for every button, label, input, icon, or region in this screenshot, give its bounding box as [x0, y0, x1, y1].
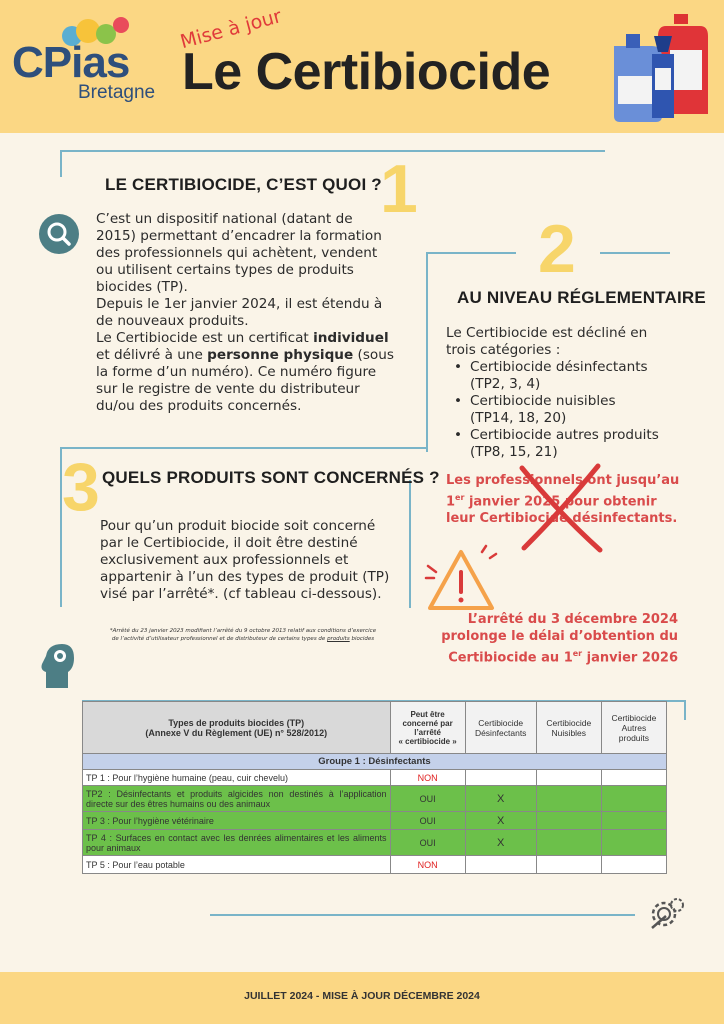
- text-line: biocides (TP).: [96, 279, 188, 295]
- gear-icon: [646, 894, 688, 934]
- divider-line: [600, 252, 670, 254]
- text-line: Pour qu’un produit biocide soit concerné: [100, 518, 376, 534]
- text-line: ou utilisent certains types de produits: [96, 262, 354, 278]
- column-header: [536, 702, 601, 754]
- table-row: [83, 830, 667, 856]
- table-cell: [465, 856, 536, 874]
- table-row: [83, 770, 667, 786]
- header-line: Nuisibles: [551, 727, 587, 738]
- text-line: (TP8, 15, 21): [470, 444, 558, 460]
- text-fragment: et délivré à une: [96, 347, 208, 363]
- section-heading: LE CERTIBIOCIDE, C’EST QUOI ?: [105, 175, 382, 194]
- section-heading: AU NIVEAU RÉGLEMENTAIRE: [457, 288, 706, 307]
- text-line: visé par l’arrêté*. (cf tableau ci-dessous).: [100, 586, 382, 602]
- table-cell: TP 4 : Surfaces en contact avec les denrées alimentaires et les aliments pour animaux: [83, 830, 391, 856]
- emphasis-text: personne physique: [207, 347, 354, 363]
- table-header-row: [83, 702, 667, 754]
- table-row: [83, 812, 667, 830]
- table-cell: X: [465, 786, 536, 812]
- update-label: Mise à jour: [178, 5, 284, 54]
- table-cell: [601, 786, 666, 812]
- biocide-table: [82, 701, 667, 874]
- table-cell: NON: [390, 856, 465, 874]
- text-line: (TP14, 18, 20): [470, 410, 567, 426]
- table-row: [83, 786, 667, 812]
- text-line: de nouveaux produits.: [96, 313, 249, 329]
- header-line: concerné par: [402, 718, 453, 728]
- table-cell: TP 1 : Pour l’hygiène humaine (peau, cuir chevelu): [83, 770, 391, 786]
- text-line: trois catégories :: [446, 342, 561, 358]
- logo-subtitle: Bretagne: [78, 82, 156, 103]
- page-title: Le Certibiocide: [182, 43, 551, 101]
- table-cell: [536, 812, 601, 830]
- table-row: [83, 856, 667, 874]
- search-icon: [39, 214, 79, 254]
- text-line: Le Certibiocide est décliné en: [446, 325, 648, 341]
- divider-line: [426, 252, 516, 254]
- list-item: [446, 427, 686, 461]
- text-line: leur Certibiocide désinfectants.: [446, 511, 678, 527]
- text-line: L’arrêté du 3 décembre 2024: [467, 612, 678, 627]
- column-header: [601, 702, 666, 754]
- footer-text: JUILLET 2024 - MISE À JOUR DÉCEMBRE 2024: [244, 990, 480, 1002]
- text-line: [96, 330, 406, 347]
- text-fragment: janvier 2025 pour obtenir: [464, 494, 657, 510]
- footnote: [84, 627, 402, 643]
- text-line: 2015) permettant d’encadrer la formation: [96, 228, 382, 244]
- emphasis-text: individuel: [313, 330, 389, 346]
- text-fragment: (sous: [353, 347, 394, 363]
- table-cell: TP 5 : Pour l’eau potable: [83, 856, 391, 874]
- table-cell: TP 3 : Pour l’hygiène vétérinaire: [83, 812, 391, 830]
- text-line: prolonge le délai d’obtention du: [441, 629, 678, 644]
- table-cell: TP2 : Désinfectants et produits algicides non destinés à l’application directe sur des êtres humains ou des animaux: [83, 786, 391, 812]
- divider-line: [426, 252, 428, 452]
- header-line: Certibiocide: [478, 717, 524, 728]
- text-line: exclusivement aux professionnels et: [100, 552, 349, 568]
- table-cell: [536, 770, 601, 786]
- bullet-icon: •: [454, 427, 463, 443]
- text-line: la forme d’un numéro). Ce numéro figure: [96, 364, 377, 380]
- text-line: Certibiocide nuisibles: [470, 393, 616, 409]
- table-cell: OUI: [390, 812, 465, 830]
- header-line: Autres: [621, 722, 647, 733]
- bullet-icon: •: [454, 359, 463, 375]
- text-fragment: Le Certibiocide est un certificat: [96, 330, 314, 346]
- list-item: [446, 359, 686, 393]
- header-line: « certibiocide »: [398, 736, 457, 746]
- header-line: Types de produits biocides (TP): [168, 717, 305, 728]
- divider-line: [210, 914, 635, 916]
- text-line: des professionnels qui achètent, vendent: [96, 245, 378, 261]
- table-cell: [536, 786, 601, 812]
- text-line: *Arrêté du 23 janvier 2023 modifiant l’arrêté du 9 octobre 2013 relatif aux conditions d’exercice: [109, 628, 377, 634]
- divider-line: [60, 150, 605, 152]
- head-idea-icon: [38, 642, 78, 690]
- section-heading: QUELS PRODUITS SONT CONCERNÉS ?: [102, 468, 440, 487]
- text-fragment: 1: [446, 494, 456, 510]
- header-line: Peut être: [410, 709, 445, 719]
- header-line: Certibiocide: [611, 712, 657, 723]
- text-fragment: er: [455, 493, 465, 502]
- section1-text: [96, 211, 406, 415]
- section2-text: [446, 325, 686, 461]
- text-line: Certibiocide désinfectants: [470, 359, 648, 375]
- column-header: [83, 702, 391, 754]
- table-cell: [465, 770, 536, 786]
- section-number: 3: [62, 449, 100, 525]
- table-cell: OUI: [390, 830, 465, 856]
- text-fragment: Certibiocide au 1: [448, 650, 573, 666]
- header-line: Désinfectants: [474, 727, 527, 738]
- text-fragment: produits: [327, 636, 350, 642]
- bullet-icon: •: [454, 393, 463, 409]
- table-cell: [601, 830, 666, 856]
- text-fragment: biocides: [349, 636, 375, 642]
- table-cell: X: [465, 830, 536, 856]
- section-number: 2: [538, 211, 576, 287]
- column-header: [465, 702, 536, 754]
- text-line: (TP2, 3, 4): [470, 376, 541, 392]
- text-line: sur le registre de vente du distributeur: [96, 381, 360, 397]
- header-line: l’arrêté: [414, 727, 441, 737]
- bottles-illustration: [608, 6, 714, 124]
- text-line: du/ou des produits concernés.: [96, 398, 302, 414]
- list-item: [446, 393, 686, 427]
- text-fragment: janvier 2026: [582, 650, 678, 666]
- text-line: Depuis le 1er janvier 2024, il est étendu à: [96, 296, 383, 312]
- table-cell: [601, 856, 666, 874]
- divider-line: [60, 447, 428, 449]
- section3-text: [100, 518, 410, 603]
- text-fragment: er: [572, 649, 583, 658]
- warning-icon: [424, 544, 498, 618]
- group-label: Groupe 1 : Désinfectants: [83, 754, 667, 770]
- divider-line: [60, 150, 62, 177]
- section-number: 1: [380, 151, 418, 227]
- table-cell: [536, 830, 601, 856]
- cross-mark-icon: [518, 462, 604, 554]
- text-line: [84, 635, 402, 643]
- extension-notice: [440, 611, 678, 666]
- header-line: (Annexe V du Règlement (UE) n° 528/2012): [145, 727, 328, 738]
- text-line: Certibiocide autres produits: [470, 427, 659, 443]
- logo-text: CPias: [12, 38, 130, 87]
- table-cell: [536, 856, 601, 874]
- text-line: Les professionnels ont jusqu’au: [446, 473, 680, 488]
- column-header: [390, 702, 465, 754]
- divider-line: [684, 700, 686, 720]
- table-cell: [601, 812, 666, 830]
- table-cell: OUI: [390, 786, 465, 812]
- header-line: produits: [618, 732, 650, 743]
- table-cell: [601, 770, 666, 786]
- header-line: Certibiocide: [546, 717, 592, 728]
- table-cell: NON: [390, 770, 465, 786]
- text-line: [440, 645, 678, 666]
- text-line: [96, 347, 406, 364]
- text-line: par le Certibiocide, il doit être destiné: [100, 535, 358, 551]
- text-line: appartenir à l’un des types de produit (TP): [100, 569, 390, 585]
- table-cell: X: [465, 812, 536, 830]
- table-group-row: [83, 754, 667, 770]
- text-line: C’est un dispositif national (datant de: [96, 211, 353, 227]
- text-fragment: de l’activité d’utilisateur professionnel et de distributeur de certains types de: [111, 636, 328, 642]
